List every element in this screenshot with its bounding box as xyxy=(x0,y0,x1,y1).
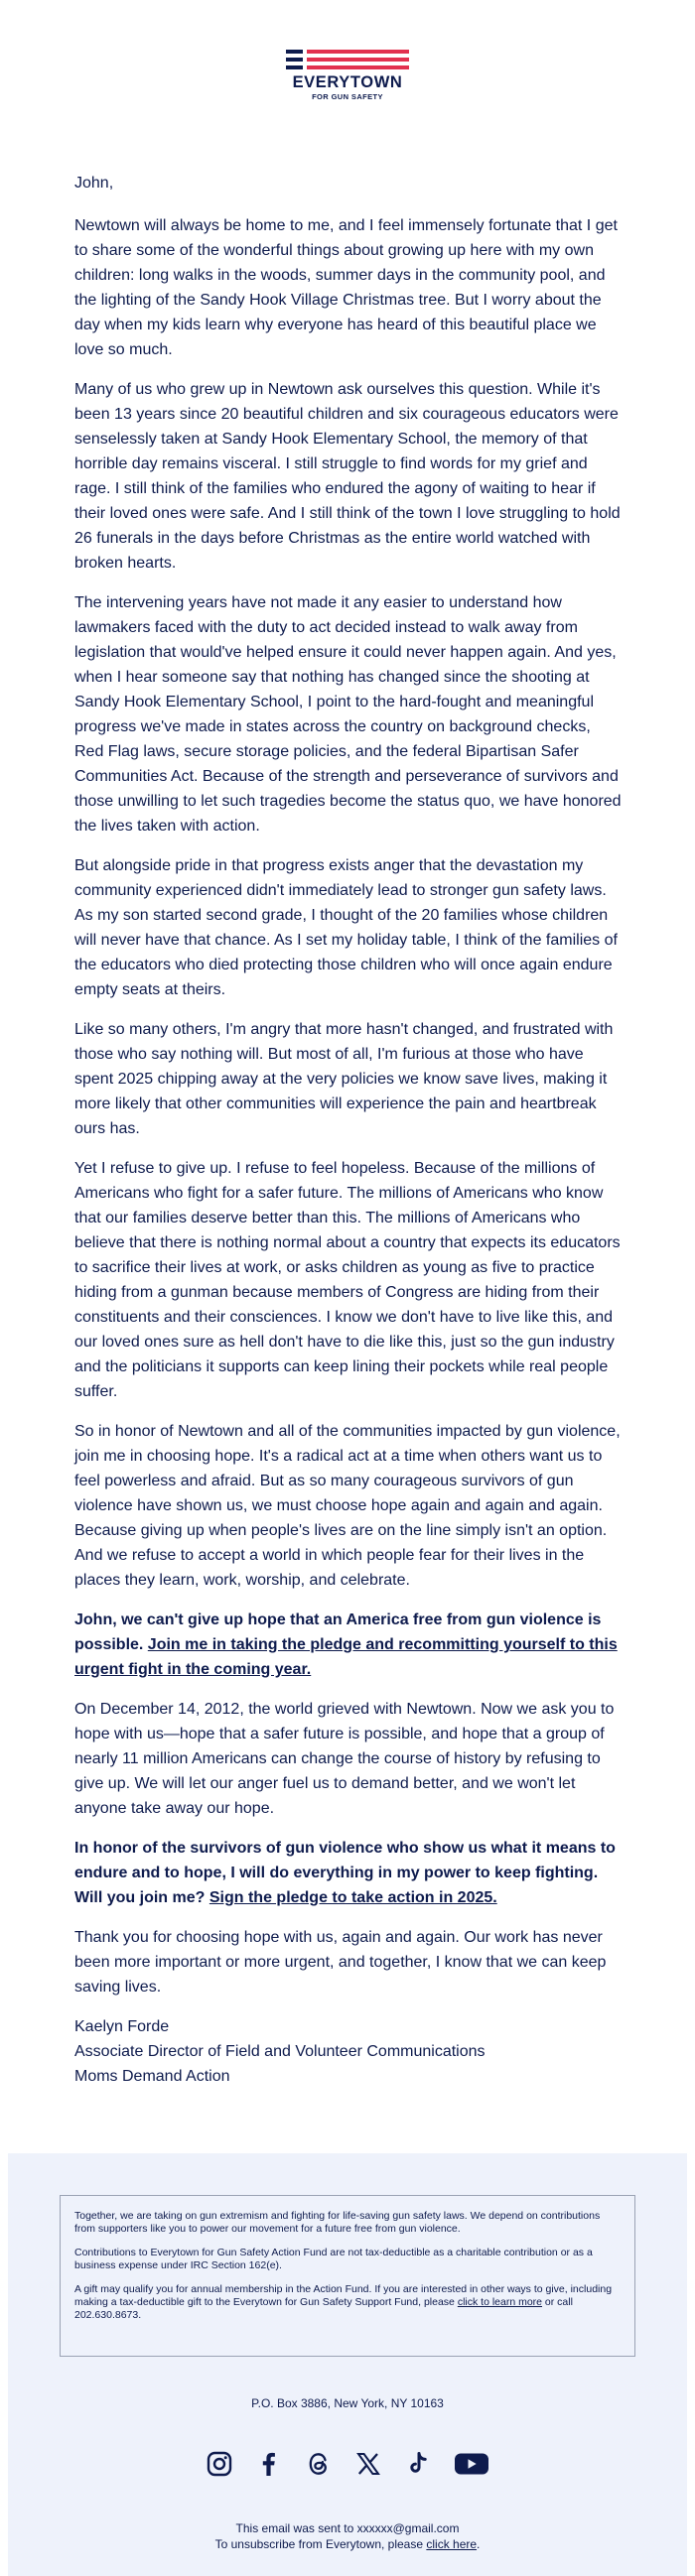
logo-wordmark: EVERYTOWN xyxy=(292,73,403,91)
email-footer xyxy=(8,2153,687,2576)
sign-pledge-link[interactable]: Sign the pledge to take action in 2025. xyxy=(208,1889,497,1906)
mailing-address: P.O. Box 3886, New York, NY 10163 xyxy=(251,2396,444,2410)
paragraph-4: But alongside pride in that progress exists anger that the devastation my community experienced didn't immediately lead to stronger gun safety laws. As my son started second grade, I thought of the 20 families whose children will never have that chance. As I set my holiday table, I think of the families of the educators who died protecting those children who will once again endure empty seats at theirs. xyxy=(74,857,618,998)
paragraph-3: The intervening years have not made it any easier to understand how lawmakers faced with the duty to act decided instead to walk away from legislation that would've helped ensure it could never happen again. And yes, when I hear someone say that nothing has changed since the shooting at Sandy Hook Elementary School, I point to the hard-fought and meaningful progress we've made in states across the country on background checks, Red Flag laws, secure storage policies, and the federal Bipartisan Safer Communities Act. Because of the strength and perseverance of survivors and those unwilling to let such tragedies become the status quo, we have honored the lives taken with action. xyxy=(74,594,622,835)
signer-name: Kaelyn Forde xyxy=(74,2018,170,2035)
x-icon[interactable] xyxy=(354,2450,382,2478)
take-pledge-link[interactable]: Join me in taking the pledge and recommitting yourself to this urgent fight in the coming year. xyxy=(74,1636,618,1678)
logo-stripe xyxy=(286,50,409,54)
unsubscribe-link[interactable]: click here xyxy=(426,2537,478,2551)
disclaimer-1: Together, we are taking on gun extremism and fighting for life-saving gun safety laws. We depend on contributions from supporters like you to power our movement for a future free from gun violence. xyxy=(74,2210,601,2235)
greeting: John, xyxy=(74,175,114,192)
unsubscribe-tail: . xyxy=(477,2537,481,2551)
letter-body xyxy=(74,171,623,2104)
paragraph-6: Yet I refuse to give up. I refuse to feel hopeless. Because of the millions of Americans who fight for a safer future. The millions of Americans who know that our families deserve better than this. The millions of Americans who believe that there is nothing normal about a country that expects its educators to sacrifice their lives at work, or asks children as young as five to practice hiding from a gunman because members of Congress are hiding from their constituents and their consciences. I know we don't have to live like this, and our loved ones sure as hell don't have to die like this, just so the gun industry and the politicians it supports can keep lining their pockets while real people suffer. xyxy=(74,1160,621,1400)
logo-stripe xyxy=(286,65,409,69)
logo-stripe xyxy=(286,58,409,62)
learn-more-link[interactable]: click to learn more xyxy=(457,2296,543,2308)
disclaimer-3-text: A gift may qualify you for annual membership in the Action Fund. If you are interested in other ways to give, including making a tax-deductible gift to the Everytown for Gun Safety Support Fund, please xyxy=(74,2283,613,2308)
cta-paragraph-1 xyxy=(74,1608,623,1682)
logo-tagline: FOR GUN SAFETY xyxy=(312,92,383,101)
everytown-logo[interactable] xyxy=(286,50,409,113)
paragraph-1: Newtown will always be home to me, and I feel immensely fortunate that I get to share some of the wonderful things about growing up here with my own children: long walks in the woods, summer days in the community pool, and the lighting of the Sandy Hook Village Christmas tree. But I worry about the day when my kids learn why everyone has heard of this beautiful place we love so much. xyxy=(74,217,618,358)
paragraph-8: On December 14, 2012, the world grieved with Newtown. Now we ask you to hope with us—hope that a safer future is possible, and hope that a group of nearly 11 million Americans can change the course of history by refusing to give up. We will let our anger fuel us to demand better, and we won't let anyone take away our hope. xyxy=(74,1701,615,1817)
disclaimer-box xyxy=(60,2195,635,2357)
unsubscribe-text: To unsubscribe from Everytown, please xyxy=(214,2537,427,2551)
unsubscribe-line xyxy=(8,2536,687,2552)
instagram-icon[interactable] xyxy=(206,2450,233,2478)
tiktok-icon[interactable] xyxy=(404,2450,432,2478)
signature xyxy=(74,2014,623,2089)
cta-paragraph-2 xyxy=(74,1836,623,1910)
legal-text xyxy=(8,2520,687,2552)
disclaimer-3-tail: or call 202.630.8673. xyxy=(74,2296,573,2321)
social-links xyxy=(8,2450,687,2478)
signer-title: Associate Director of Field and Volunteer Communications xyxy=(74,2043,486,2060)
paragraph-9: Thank you for choosing hope with us, again and again. Our work has never been more important or more urgent, and together, I know that we can keep saving lives. xyxy=(74,1929,607,1996)
youtube-icon[interactable] xyxy=(454,2450,489,2478)
cta-1-text: John, we can't give up hope that an America free from gun violence is possible. xyxy=(74,1611,602,1653)
paragraph-2: Many of us who grew up in Newtown ask ourselves this question. While it's been 13 years since 20 beautiful children and six courageous educators were senselessly taken at Sandy Hook Elementary School, the memory of that horrible day remains visceral. I still struggle to find words for my grief and rage. I still think of the families who endured the agony of waiting to hear if their loved ones were safe. And I still think of the town I love struggling to hold 26 funerals in the days before Christmas as the entire world watched with broken hearts. xyxy=(74,381,621,572)
disclaimer-2: Contributions to Everytown for Gun Safety Action Fund are not tax-deductible as a charitable contribution or as a business expense under IRC Section 162(e). xyxy=(74,2247,593,2271)
disclaimer-3 xyxy=(74,2283,621,2322)
threads-icon[interactable] xyxy=(305,2450,333,2478)
facebook-icon[interactable] xyxy=(255,2450,283,2478)
signer-org: Moms Demand Action xyxy=(74,2068,230,2085)
sent-to-line: This email was sent to xxxxxx@gmail.com xyxy=(235,2521,460,2535)
paragraph-7: So in honor of Newtown and all of the communities impacted by gun violence, join me in choosing hope. It's a radical act at a time when others want us to feel powerless and afraid. But as so many courageous survivors of gun violence have shown us, we must choose hope again and again and again. Because giving up when people's lives are on the line simply isn't an option. And we refuse to accept a world in which people fear for their lives in the places they learn, work, worship, and celebrate. xyxy=(74,1423,621,1589)
paragraph-5: Like so many others, I'm angry that more hasn't changed, and frustrated with those who say nothing will. But most of all, I'm furious at those who have spent 2025 chipping away at the very policies we know save lives, making it more likely that other communities will experience the pain and heartbreak ours has. xyxy=(74,1021,614,1137)
cta-2-text: In honor of the survivors of gun violence who show us what it means to endure and to hope, I will do everything in my power to keep fighting. Will you join me? xyxy=(74,1840,616,1906)
